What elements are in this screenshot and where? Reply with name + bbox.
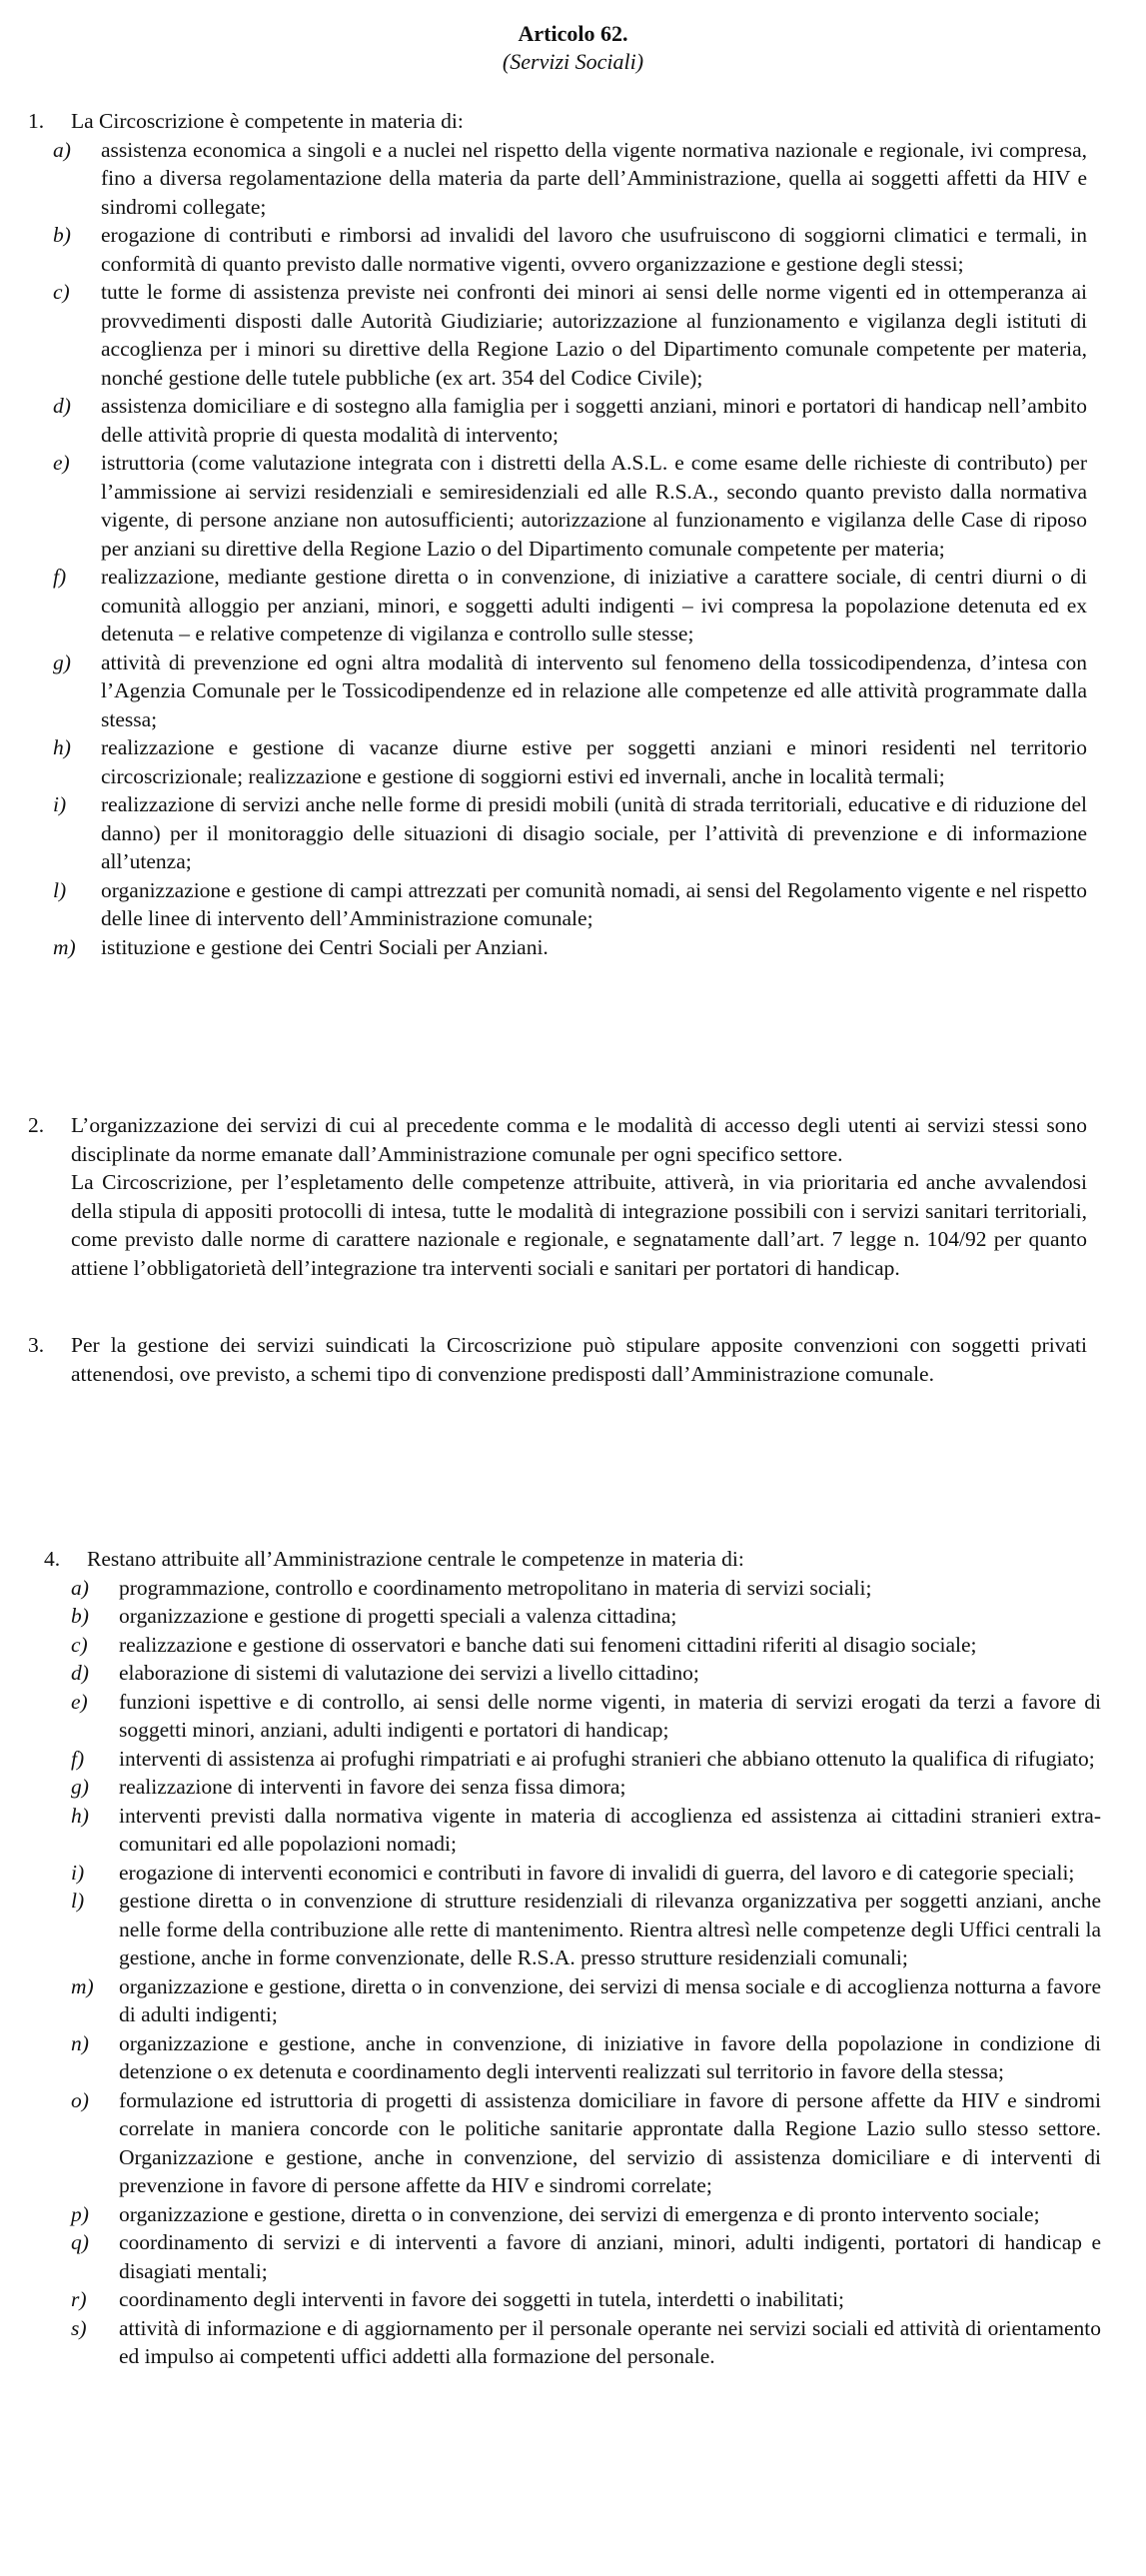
item-label: l) [71, 1889, 85, 1913]
list-item [71, 2228, 1101, 2285]
paragraph-intro: La Circoscrizione è competente in materia di: [71, 109, 464, 133]
list-item [71, 2314, 1101, 2371]
list-item [71, 1688, 1101, 1745]
paragraph-1 [28, 107, 1087, 961]
item-label: n) [71, 2030, 89, 2055]
item-label: c) [53, 280, 70, 304]
list-item [71, 1631, 1101, 1660]
item-text: interventi di assistenza ai profughi rimpatriati e ai profughi stranieri che abbiano ottenuto la qualifica di rifugiato; [119, 1746, 1095, 1771]
list-item [53, 136, 1087, 222]
paragraph-number: 4. [44, 1547, 61, 1571]
list-item [53, 563, 1087, 648]
item-label: m) [53, 934, 76, 959]
item-label: d) [71, 1661, 89, 1685]
paragraph-text-1: L’organizzazione dei servizi di cui al precedente comma e le modalità di accesso degli utenti ai servizi stessi sono disciplinate da norme emanate dall’Amministrazione comunale per ogni specifico settore. [71, 1113, 1087, 1166]
paragraph-4 [44, 1545, 1101, 2371]
item-text: realizzazione di servizi anche nelle forme di presidi mobili (unità di strada territoriali, educative e di riduzione del danno) per il monitoraggio delle situazioni di disagio sociale, per l’attività di prevenzione e di informazione all’utenza; [101, 792, 1087, 873]
list-item [71, 1574, 1101, 1603]
item-text: attività di informazione e di aggiornamento per il personale operante nei servizi sociali ed attività di orientamento ed impulso ai competenti uffici addetti alla formazione del personale. [119, 2315, 1101, 2368]
list-item [53, 733, 1087, 790]
paragraph-2 [28, 1111, 1087, 1282]
item-label: e) [71, 1689, 88, 1714]
list-item [53, 221, 1087, 278]
item-label: i) [71, 1860, 85, 1885]
list-item [71, 2086, 1101, 2200]
item-label: f) [53, 565, 67, 589]
item-label: a) [71, 1575, 89, 1600]
item-label: r) [71, 2287, 87, 2311]
paragraph-text: Per la gestione dei servizi suindicati la Circoscrizione può stipulare apposite convenzioni con soggetti privati attenendosi, ove previsto, a schemi tipo di convenzione predisposti dall’Amministrazione comunale. [71, 1333, 1087, 1386]
article-title: Articolo 62. [518, 21, 628, 46]
item-text: istruttoria (come valutazione integrata con i distretti della A.S.L. e come esame delle richieste di contributo) per l’ammissione ai servizi residenziali e semiresidenziali ed alle R.S.A., secondo quanto previsto dalla normativa vigente, di persone anziane non autosufficienti; autorizzazione al funzionamento e vigilanza delle Case di riposo per anziani su direttive della Regione Lazio o del Dipartimento comunale competente per materia; [101, 451, 1087, 561]
list-item [53, 392, 1087, 449]
item-text: organizzazione e gestione, diretta o in convenzione, dei servizi di emergenza e di pronto intervento sociale; [119, 2201, 1040, 2226]
paragraph-text [71, 1111, 1087, 1282]
list-item [71, 1602, 1101, 1631]
list-item [71, 1972, 1101, 2029]
list-item [71, 2029, 1101, 2086]
item-label: b) [71, 1604, 89, 1628]
item-text: erogazione di contributi e rimborsi ad invalidi del lavoro che usufruiscono di soggiorni climatici e termali, in conformità di quanto previsto dalle normative vigenti, ovvero organizzazione e gestione degli stessi; [101, 223, 1087, 276]
paragraph-intro: Restano attribuite all’Amministrazione centrale le competenze in materia di: [87, 1547, 744, 1571]
list-item [71, 1802, 1101, 1859]
item-text: realizzazione e gestione di osservatori e banche dati sui fenomeni cittadini riferiti al disagio sociale; [119, 1632, 977, 1657]
item-text: attività di prevenzione ed ogni altra modalità di intervento sul fenomeno della tossicodipendenza, d’intesa con l’Agenzia Comunale per le Tossicodipendenze ed in relazione alle competenze ed alle attività programmate dalla stessa; [101, 649, 1087, 731]
item-text: organizzazione e gestione, anche in convenzione, di iniziative in favore della popolazione in condizione di detenzione o ex detenuta e coordinamento degli interventi realizzati sul territorio in favore della stessa; [119, 2030, 1101, 2083]
list-item [71, 1659, 1101, 1688]
item-text: programmazione, controllo e coordinamento metropolitano in materia di servizi sociali; [119, 1575, 872, 1600]
list-item [53, 278, 1087, 392]
paragraph-number: 1. [28, 109, 45, 133]
item-label: e) [53, 451, 70, 475]
item-label: l) [53, 877, 67, 902]
item-text: organizzazione e gestione di progetti speciali a valenza cittadina; [119, 1604, 677, 1628]
list-item [53, 648, 1087, 734]
item-text: organizzazione e gestione di campi attrezzati per comunità nomadi, ai sensi del Regolamento vigente e nel rispetto delle linee di intervento dell’Amministrazione comunale; [101, 877, 1087, 930]
list-item [53, 876, 1087, 933]
item-label: i) [53, 792, 67, 816]
list-item [71, 1745, 1101, 1774]
item-label: s) [71, 2315, 87, 2340]
item-text: erogazione di interventi economici e contributi in favore di invalidi di guerra, del lavoro e di categorie speciali; [119, 1860, 1075, 1885]
item-label: b) [53, 223, 71, 247]
item-text: tutte le forme di assistenza previste nei confronti dei minori ai sensi delle norme vigenti ed in ottemperanza ai provvedimenti disposti dalle Autorità Giudiziarie; autorizzazione al funzionamento e vigilanza degli istituti di accoglienza per i minori su direttive della Regione Lazio o del Dipartimento comunale competente per materia, nonché gestione delle tutele pubbliche (ex art. 354 del Codice Civile); [101, 280, 1087, 390]
item-text: interventi previsti dalla normativa vigente in materia di accoglienza ed assistenza ai cittadini stranieri extra-comunitari ed alle popolazioni nomadi; [119, 1803, 1101, 1856]
paragraph-3 [28, 1331, 1087, 1388]
item-label: m) [71, 1973, 94, 1998]
item-text: formulazione ed istruttoria di progetti di assistenza domiciliare in favore di persone affette da HIV e sindromi correlate in maniera concorde con le politiche sanitarie approntate dalla Regione Lazio sullo stesso settore. Organizzazione e gestione, anche in convenzione, del servizio di assistenza domiciliare e di interventi di prevenzione in favore di persone affette da HIV e sindromi correlate; [119, 2087, 1101, 2197]
item-text: realizzazione di interventi in favore dei senza fissa dimora; [119, 1775, 626, 1799]
list-item [71, 2285, 1101, 2314]
list-item [71, 1887, 1101, 1972]
item-text: istituzione e gestione dei Centri Sociali per Anziani. [101, 934, 549, 959]
list-item [53, 449, 1087, 563]
paragraph-number: 2. [28, 1113, 45, 1137]
item-label: q) [71, 2230, 89, 2254]
article-subtitle: (Servizi Sociali) [502, 49, 644, 74]
item-list [44, 1574, 1101, 2371]
item-label: d) [53, 394, 71, 418]
item-text: organizzazione e gestione, diretta o in convenzione, dei servizi di mensa sociale e di accoglienza notturna a favore di adulti indigenti; [119, 1973, 1101, 2026]
item-text: realizzazione e gestione di vacanze diurne estive per soggetti anziani e minori residenti nel territorio circoscrizionale; realizzazione e gestione di soggiorni estivi ed invernali, anche in località termali; [101, 735, 1087, 788]
article-header [0, 20, 1146, 76]
item-text: coordinamento degli interventi in favore dei soggetti in tutela, interdetti o inabilitati; [119, 2287, 845, 2311]
list-item [71, 2200, 1101, 2229]
item-label: g) [71, 1775, 89, 1799]
item-label: h) [53, 735, 71, 759]
list-item [53, 933, 1087, 962]
item-label: p) [71, 2201, 89, 2226]
paragraph-text-2: La Circoscrizione, per l’espletamento delle competenze attribuite, attiverà, in via prioritaria ed anche avvalendosi della stipula di appositi protocolli di intesa, tutte le modalità di integrazione possibili con i servizi sanitari territoriali, come previsto dalle norme di carattere nazionale e regionale, e segnatamente dall’art. 7 legge n. 104/92 per quanto attiene l’obbligatorietà dell’integrazione tra interventi sociali e sanitari per portatori di handicap. [71, 1170, 1087, 1280]
item-text: funzioni ispettive e di controllo, ai sensi delle norme vigenti, in materia di servizi erogati da terzi a favore di soggetti minori, anziani, adulti indigenti e portatori di handicap; [119, 1689, 1101, 1742]
item-text: realizzazione, mediante gestione diretta o in convenzione, di iniziative a carattere sociale, di centri diurni o di comunità alloggio per anziani, minori, e soggetti adulti indigenti – ivi compresa la popolazione detenuta ed ex detenuta – e relative competenze di vigilanza e controllo sulle stesse; [101, 565, 1087, 645]
list-item [53, 790, 1087, 876]
item-text: elaborazione di sistemi di valutazione dei servizi a livello cittadino; [119, 1661, 699, 1685]
item-label: g) [53, 649, 71, 674]
item-label: f) [71, 1746, 85, 1771]
item-label: o) [71, 2087, 89, 2112]
item-list [28, 136, 1087, 962]
item-text: coordinamento di servizi e di interventi a favore di anziani, minori, adulti indigenti, portatori di handicap e disagiati mentali; [119, 2230, 1101, 2283]
item-label: a) [53, 137, 71, 162]
item-text: gestione diretta o in convenzione di strutture residenziali di rilevanza organizzativa per soggetti anziani, anche nelle forme della contribuzione alle rette di mantenimento. Rientra altresì nelle competenze degli Uffici centrali la gestione, anche in forme convenzionate, delle R.S.A. presso strutture residenziali comunali; [119, 1889, 1101, 1969]
item-label: h) [71, 1803, 89, 1828]
item-text: assistenza economica a singoli e a nuclei nel rispetto della vigente normativa nazionale e regionale, ivi compresa, fino a diversa regolamentazione della materia da parte dell’Amministrazione, quella ai soggetti affetti da HIV e sindromi collegate; [101, 137, 1087, 219]
paragraph-number: 3. [28, 1333, 45, 1357]
list-item [71, 1859, 1101, 1888]
item-text: assistenza domiciliare e di sostegno alla famiglia per i soggetti anziani, minori e portatori di handicap nell’ambito delle attività proprie di questa modalità di intervento; [101, 394, 1087, 447]
list-item [71, 1773, 1101, 1802]
item-label: c) [71, 1632, 88, 1657]
